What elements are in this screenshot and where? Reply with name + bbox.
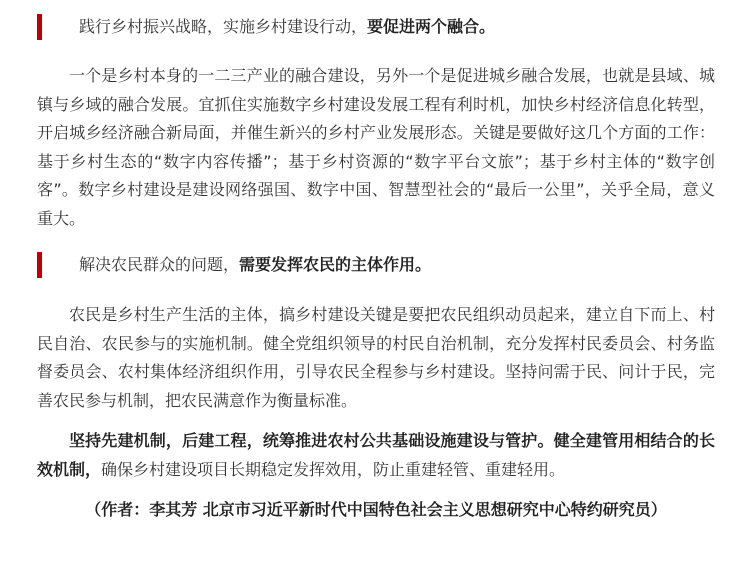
paragraph-section2: 农民是乡村生产生活的主体，搞乡村建设关键是要把农民组织动员起来，建立自下而上、村民自治、农民参与的实施机制。健全党组织领导的村民自治机制，充分发挥村民委员会、村务监督委员会、农村集体经济组织作用，引导农民全程参与乡村建设。坚持问需于民、问计于民，完善农民参与机制，把农民满意作为衡量标准。 [37,305,715,410]
paragraph-mechanism [37,427,715,484]
author-byline: （作者：李其芳 北京市习近平新时代中国特色社会主义思想研究中心特约研究员） [85,500,667,519]
heading-normal-text: 解决农民群众的问题， [79,255,240,274]
section-heading-text [79,14,495,40]
paragraph-section1: 一个是乡村本身的一二三产业的融合建设，另外一个是促进城乡融合发展，也就是县域、城镇与乡域的融合发展。宜抓住实施数字乡村建设发展工程有利时机，加快乡村经济信息化转型，开启城乡经济融合新局面，并催生新兴的乡村产业发展形态。关键是要做好这几个方面的工作：基于乡村生态的“数字内容传播”；基于乡村资源的“数字平台文旅”；基于乡村主体的“数字创客”。数字乡村建设是建设网络强国、数字中国、智慧型社会的“最后一公里”，关乎全局，意义重大。 [37,66,715,228]
section-heading-2 [37,252,431,278]
heading-normal-text: 践行乡村振兴战略，实施乡村建设行动， [79,17,368,36]
section-heading-text [79,252,431,278]
accent-bar [37,14,42,40]
heading-bold-text: 需要发挥农民的主体作用。 [239,255,432,274]
heading-bold-text: 要促进两个融合。 [367,17,496,36]
section-heading-1 [37,14,495,40]
paragraph-bold-text: 坚持先建机制，后建工程，统筹推进农村公共基础设施建设与管护。健全建管用相结合的长效机制， [37,431,715,479]
paragraph-normal-text: 确保乡村建设项目长期稳定发挥效用，防止重建轻管、重建轻用。 [101,459,566,479]
accent-bar [37,252,42,278]
